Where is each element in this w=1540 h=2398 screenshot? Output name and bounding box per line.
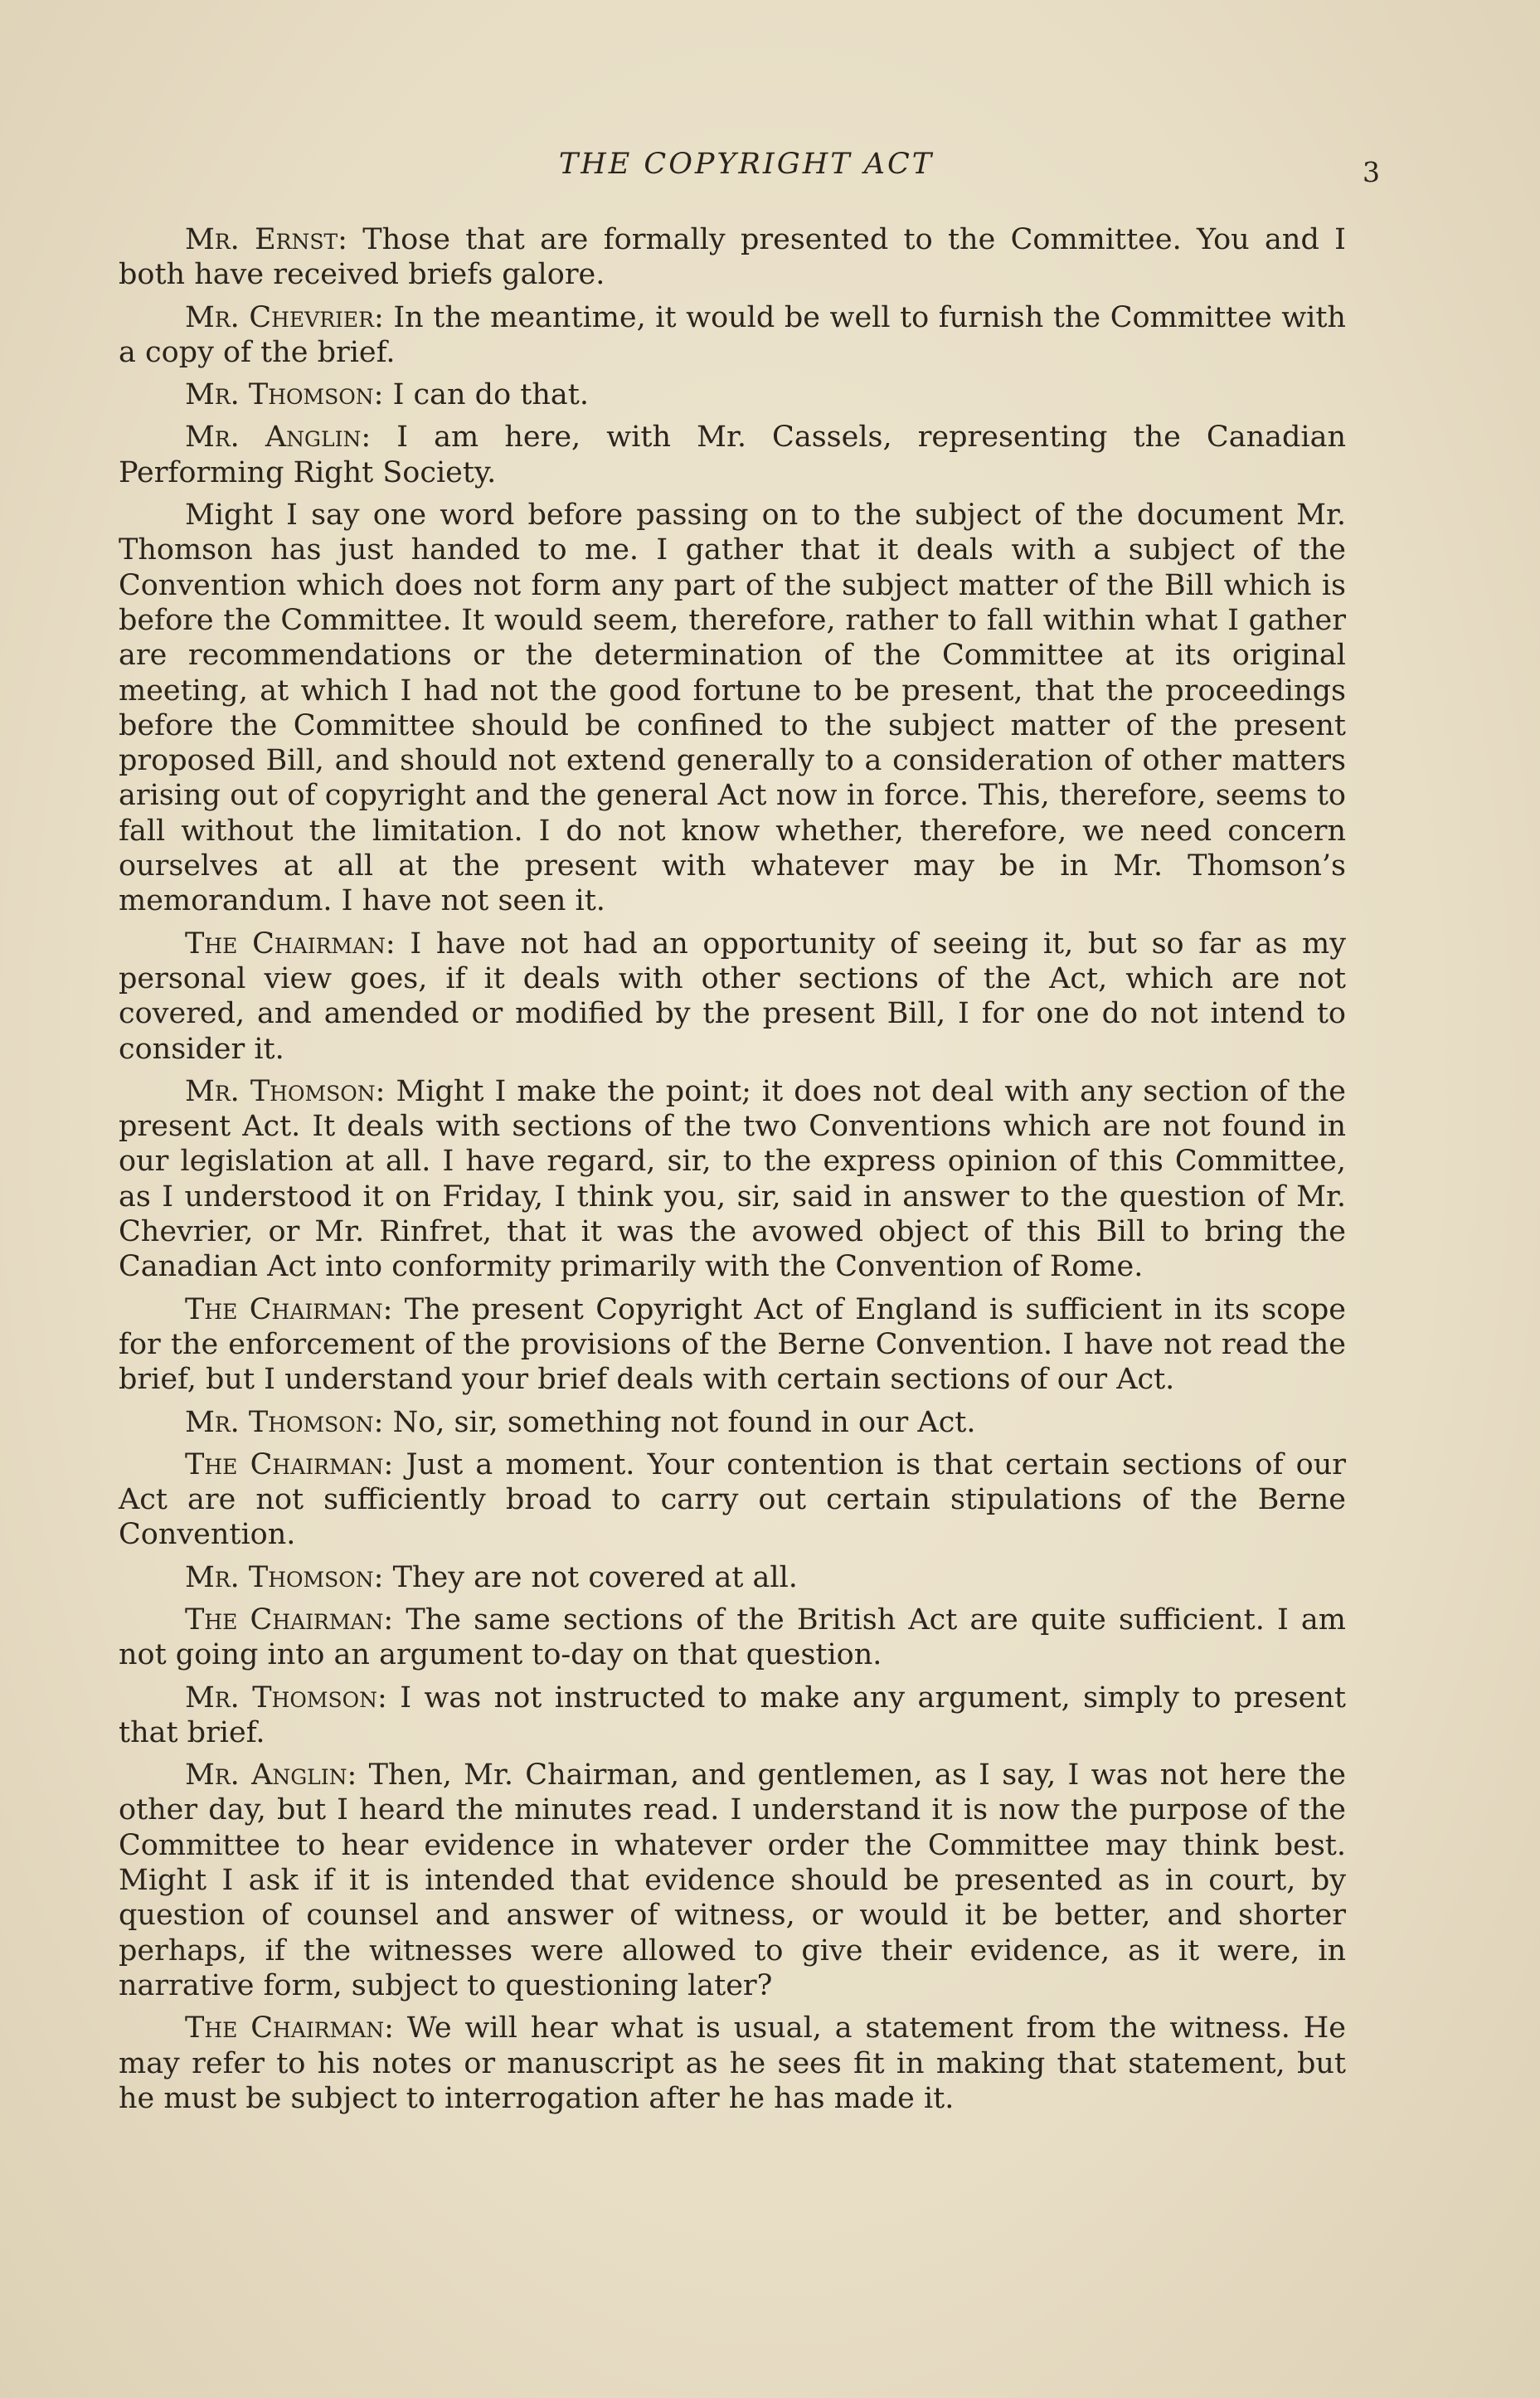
paragraph-text: The same sections of the British Act are quite sufficient. I am not going into an argument to-day on that question. — [119, 1603, 1346, 1672]
paragraph-text: I am here, with Mr. Cassels, representing the Canadian Performing Right Society. — [119, 421, 1346, 489]
page-number: 3 — [1363, 156, 1380, 188]
speaker-label: The Chairman: — [185, 2011, 394, 2045]
paragraph-text: They are not covered at all. — [392, 1560, 798, 1594]
paragraph — [119, 420, 1346, 490]
running-title: THE COPYRIGHT ACT — [558, 148, 935, 181]
paragraph-text: Might I make the point; it does not deal with any section of the present Act. It deals with sections of the two Conventions which are not found in our legislation at all. I have regard, sir, to the express opinion of this Committee, as I understood it on Friday, I think you, sir, said in answer to the question of Mr. Chevrier, or Mr. Rinfret, that it was the avowed object of this Bill to bring the Canadian Act into conformity primarily with the Convention of Rome. — [119, 1074, 1346, 1284]
paragraph-text: I can do that. — [392, 378, 589, 412]
speaker-label: Mr. Thomson: — [185, 1405, 384, 1439]
speaker-label: Mr. Thomson: — [185, 1560, 384, 1594]
paragraph-text: I was not instructed to make any argument, simply to present that brief. — [119, 1681, 1346, 1749]
speaker-label: Mr. Chevrier: — [185, 300, 384, 334]
speaker-label: Mr. Anglin: — [185, 421, 372, 455]
speaker-label: Mr. Thomson: — [185, 378, 384, 412]
paragraph-text: No, sir, something not found in our Act. — [392, 1405, 976, 1439]
paragraph — [119, 1447, 1346, 1553]
paragraph — [119, 1603, 1346, 1673]
paragraph-text: Might I say one word before passing on to the subject of the document Mr. Thomson has just handed to me. I gather that it deals with a subject of the Convention which does not form any part of the subject matter of the Bill which is before the Committee. It would seem, therefore, rather to fall within what I gather are recommendations or the determination of the Committee at its original meeting, at which I had not the good fortune to be present, that the proceedings before the Committee should be confined to the subject matter of the present proposed Bill, and should not extend generally to a consideration of other matters arising out of copyright and the general Act now in force. This, therefore, seems to fall without the limitation. I do not know whether, therefore, we need concern ourselves at all at the present with whatever may be in Mr. Thomson’s memorandum. I have not seen it. — [119, 499, 1346, 918]
page-header — [116, 148, 1380, 197]
paragraph — [119, 377, 1346, 412]
speaker-label: Mr. Ernst: — [185, 223, 347, 256]
paragraph-text: I have not had an opportunity of seeing it, but so far as my personal view goes, if it deals with other sections of the Act, which are not covered, and amended or modified by the present Bill, I for one do not intend to consider it. — [119, 927, 1346, 1066]
paragraph — [119, 1560, 1346, 1595]
transcript-body — [119, 222, 1346, 2123]
speaker-label: Mr. Thomson: — [185, 1074, 386, 1108]
speaker-label: The Chairman: — [185, 1447, 394, 1481]
speaker-label: The Chairman: — [185, 927, 396, 961]
paragraph — [119, 1758, 1346, 2003]
paragraph-text: In the meantime, it would be well to furnish the Committee with a copy of the brief. — [119, 300, 1346, 369]
paragraph — [119, 222, 1346, 293]
paragraph-text: The present Copyright Act of England is sufficient in its scope for the enforcement of the provisions of the Berne Convention. I have not read the brief, but I understand your brief deals with certain sections of our Act. — [119, 1292, 1346, 1397]
speaker-label: Mr. Anglin: — [185, 1758, 357, 1792]
paragraph-text: Those that are formally presented to the Committee. You and I both have received briefs galore. — [119, 223, 1346, 292]
paragraph — [119, 1292, 1346, 1398]
paragraph — [119, 927, 1346, 1067]
paragraph — [119, 300, 1346, 371]
paragraph — [119, 1681, 1346, 1751]
speaker-label: The Chairman: — [185, 1292, 393, 1326]
paragraph-text: We will hear what is usual, a statement from the witness. He may refer to his notes or manuscript as he sees fit in making that statement, but he must be subject to interrogation after he has made it. — [119, 2011, 1346, 2115]
paragraph — [119, 498, 1346, 919]
paragraph — [119, 1405, 1346, 1440]
paragraph-text: Just a moment. Your contention is that certain sections of our Act are not sufficiently broad to carry out certain stipulations of the Berne Convention. — [119, 1447, 1346, 1552]
speaker-label: Mr. Thomson: — [185, 1681, 387, 1715]
paragraph — [119, 2011, 1346, 2116]
paragraph — [119, 1074, 1346, 1285]
speaker-label: The Chairman: — [185, 1603, 394, 1637]
paragraph-text: Then, Mr. Chairman, and gentlemen, as I say, I was not here the other day, but I heard the minutes read. I understand it is now the purpose of the Committee to hear evidence in whatever order the Committee may think best. Might I ask if it is intended that evidence should be presented as in court, by question of counsel and answer of witness, or would it be better, and shorter perhaps, if the witnesses were allowed to give their evidence, as it were, in narrative form, subject to questioning later? — [119, 1758, 1346, 2002]
